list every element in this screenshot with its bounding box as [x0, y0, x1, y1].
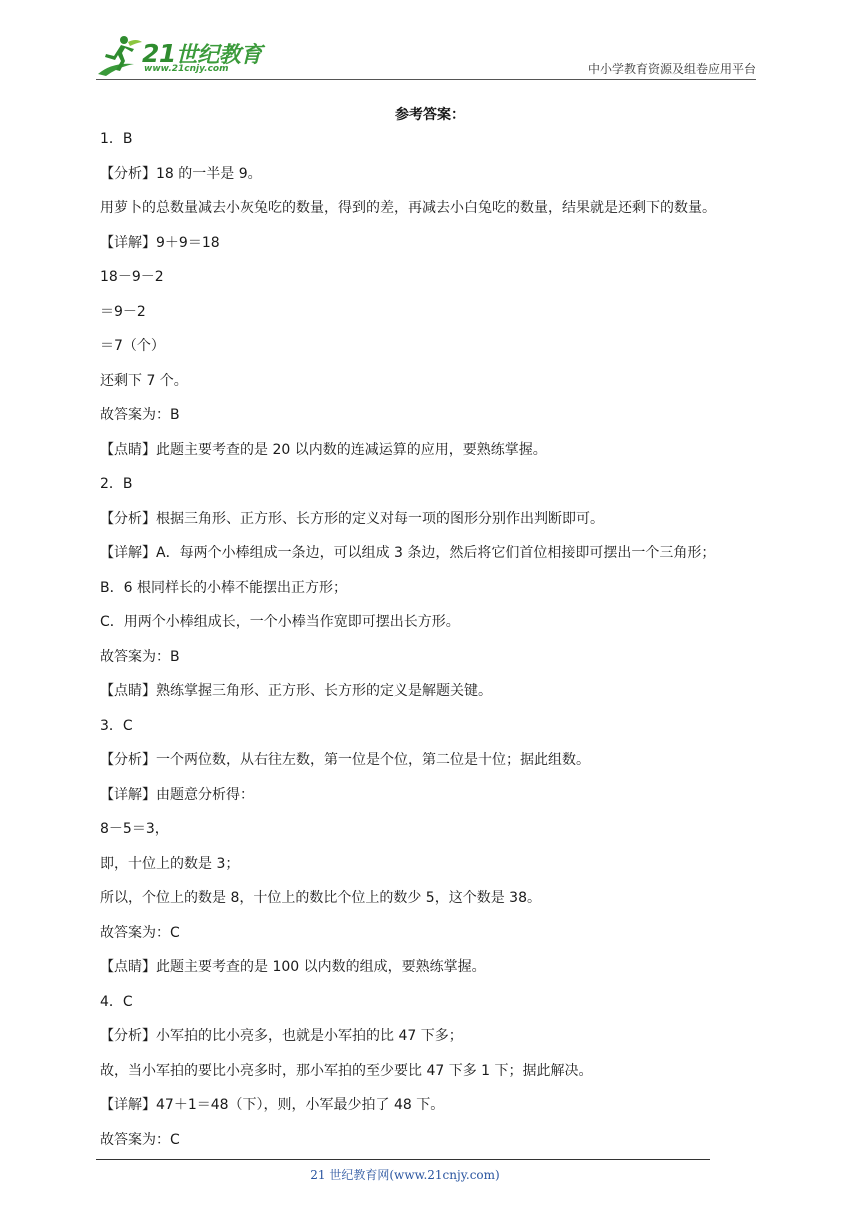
logo-url: www.21cnjy.com	[144, 64, 229, 74]
answer-line: ＝9－2	[100, 303, 146, 320]
site-logo[interactable]	[94, 34, 264, 80]
answer-line: B．6 根同样长的小棒不能摆出正方形；	[100, 579, 347, 596]
answer-line: 【分析】一个两位数，从右往左数，第一位是个位，第二位是十位；据此组数。	[100, 752, 590, 768]
answer-line: 故答案为：B	[100, 407, 180, 423]
answer-line: 3．C	[100, 717, 133, 734]
answer-line: 即，十位上的数是 3；	[100, 855, 240, 872]
footer-divider	[96, 1159, 710, 1160]
answer-line: 所以，个位上的数是 8，十位上的数比个位上的数少 5，这个数是 38。	[100, 890, 541, 906]
answer-line: 8－5＝3，	[100, 821, 169, 837]
answer-content	[100, 128, 780, 1163]
page-header	[0, 0, 860, 80]
answer-line: 【分析】小军拍的比小亮多，也就是小军拍的比 47 下多；	[100, 1028, 463, 1044]
answer-line: 故答案为：B	[100, 648, 180, 665]
answer-line: 【分析】18 的一半是 9。	[100, 165, 262, 182]
answer-line: ＝7（个）	[100, 338, 165, 354]
runner-logo-icon	[94, 34, 144, 80]
footer-link[interactable]: 21 世纪教育网(www.21cnjy.com)	[310, 1168, 500, 1182]
answer-line: 【详解】由题意分析得：	[100, 786, 254, 803]
answer-line: 还剩下 7 个。	[100, 372, 188, 389]
answer-line: 1．B	[100, 131, 133, 147]
answer-line: 【详解】9＋9＝18	[100, 234, 220, 251]
answer-line: 故答案为：C	[100, 1131, 180, 1148]
answer-line: 2．B	[100, 476, 133, 492]
answer-line: 【点睛】此题主要考查的是 20 以内数的连减运算的应用，要熟练掌握。	[100, 441, 547, 458]
answer-line: 18－9－2	[100, 269, 164, 285]
answer-line: 【点睛】此题主要考查的是 100 以内数的组成，要熟练掌握。	[100, 959, 486, 975]
answer-line: C．用两个小棒组成长，一个小棒当作宽即可摆出长方形。	[100, 614, 460, 630]
answer-line: 【点睛】熟练掌握三角形、正方形、长方形的定义是解题关键。	[100, 683, 492, 699]
answer-line: 用萝卜的总数量减去小灰兔吃的数量，得到的差，再减去小白兔吃的数量，结果就是还剩下的数量。	[100, 200, 716, 216]
answer-line: 故答案为：C	[100, 924, 180, 941]
header-divider	[96, 79, 756, 80]
logo-title: 21世纪教育	[142, 39, 262, 68]
platform-name: 中小学教育资源及组卷应用平台	[587, 62, 756, 76]
answer-line: 故，当小军拍的要比小亮多时，那小军拍的至少要比 47 下多 1 下；据此解决。	[100, 1062, 593, 1079]
answer-title: 参考答案：	[395, 107, 465, 123]
answer-line: 4．C	[100, 993, 133, 1010]
answer-line: 【详解】47＋1＝48（下），则，小军最少拍了 48 下。	[100, 1097, 445, 1113]
answer-line: 【分析】根据三角形、正方形、长方形的定义对每一项的图形分别作出判断即可。	[100, 510, 604, 527]
answer-line: 【详解】A．每两个小棒组成一条边，可以组成 3 条边，然后将它们首位相接即可摆出一个三角形；	[100, 545, 716, 561]
